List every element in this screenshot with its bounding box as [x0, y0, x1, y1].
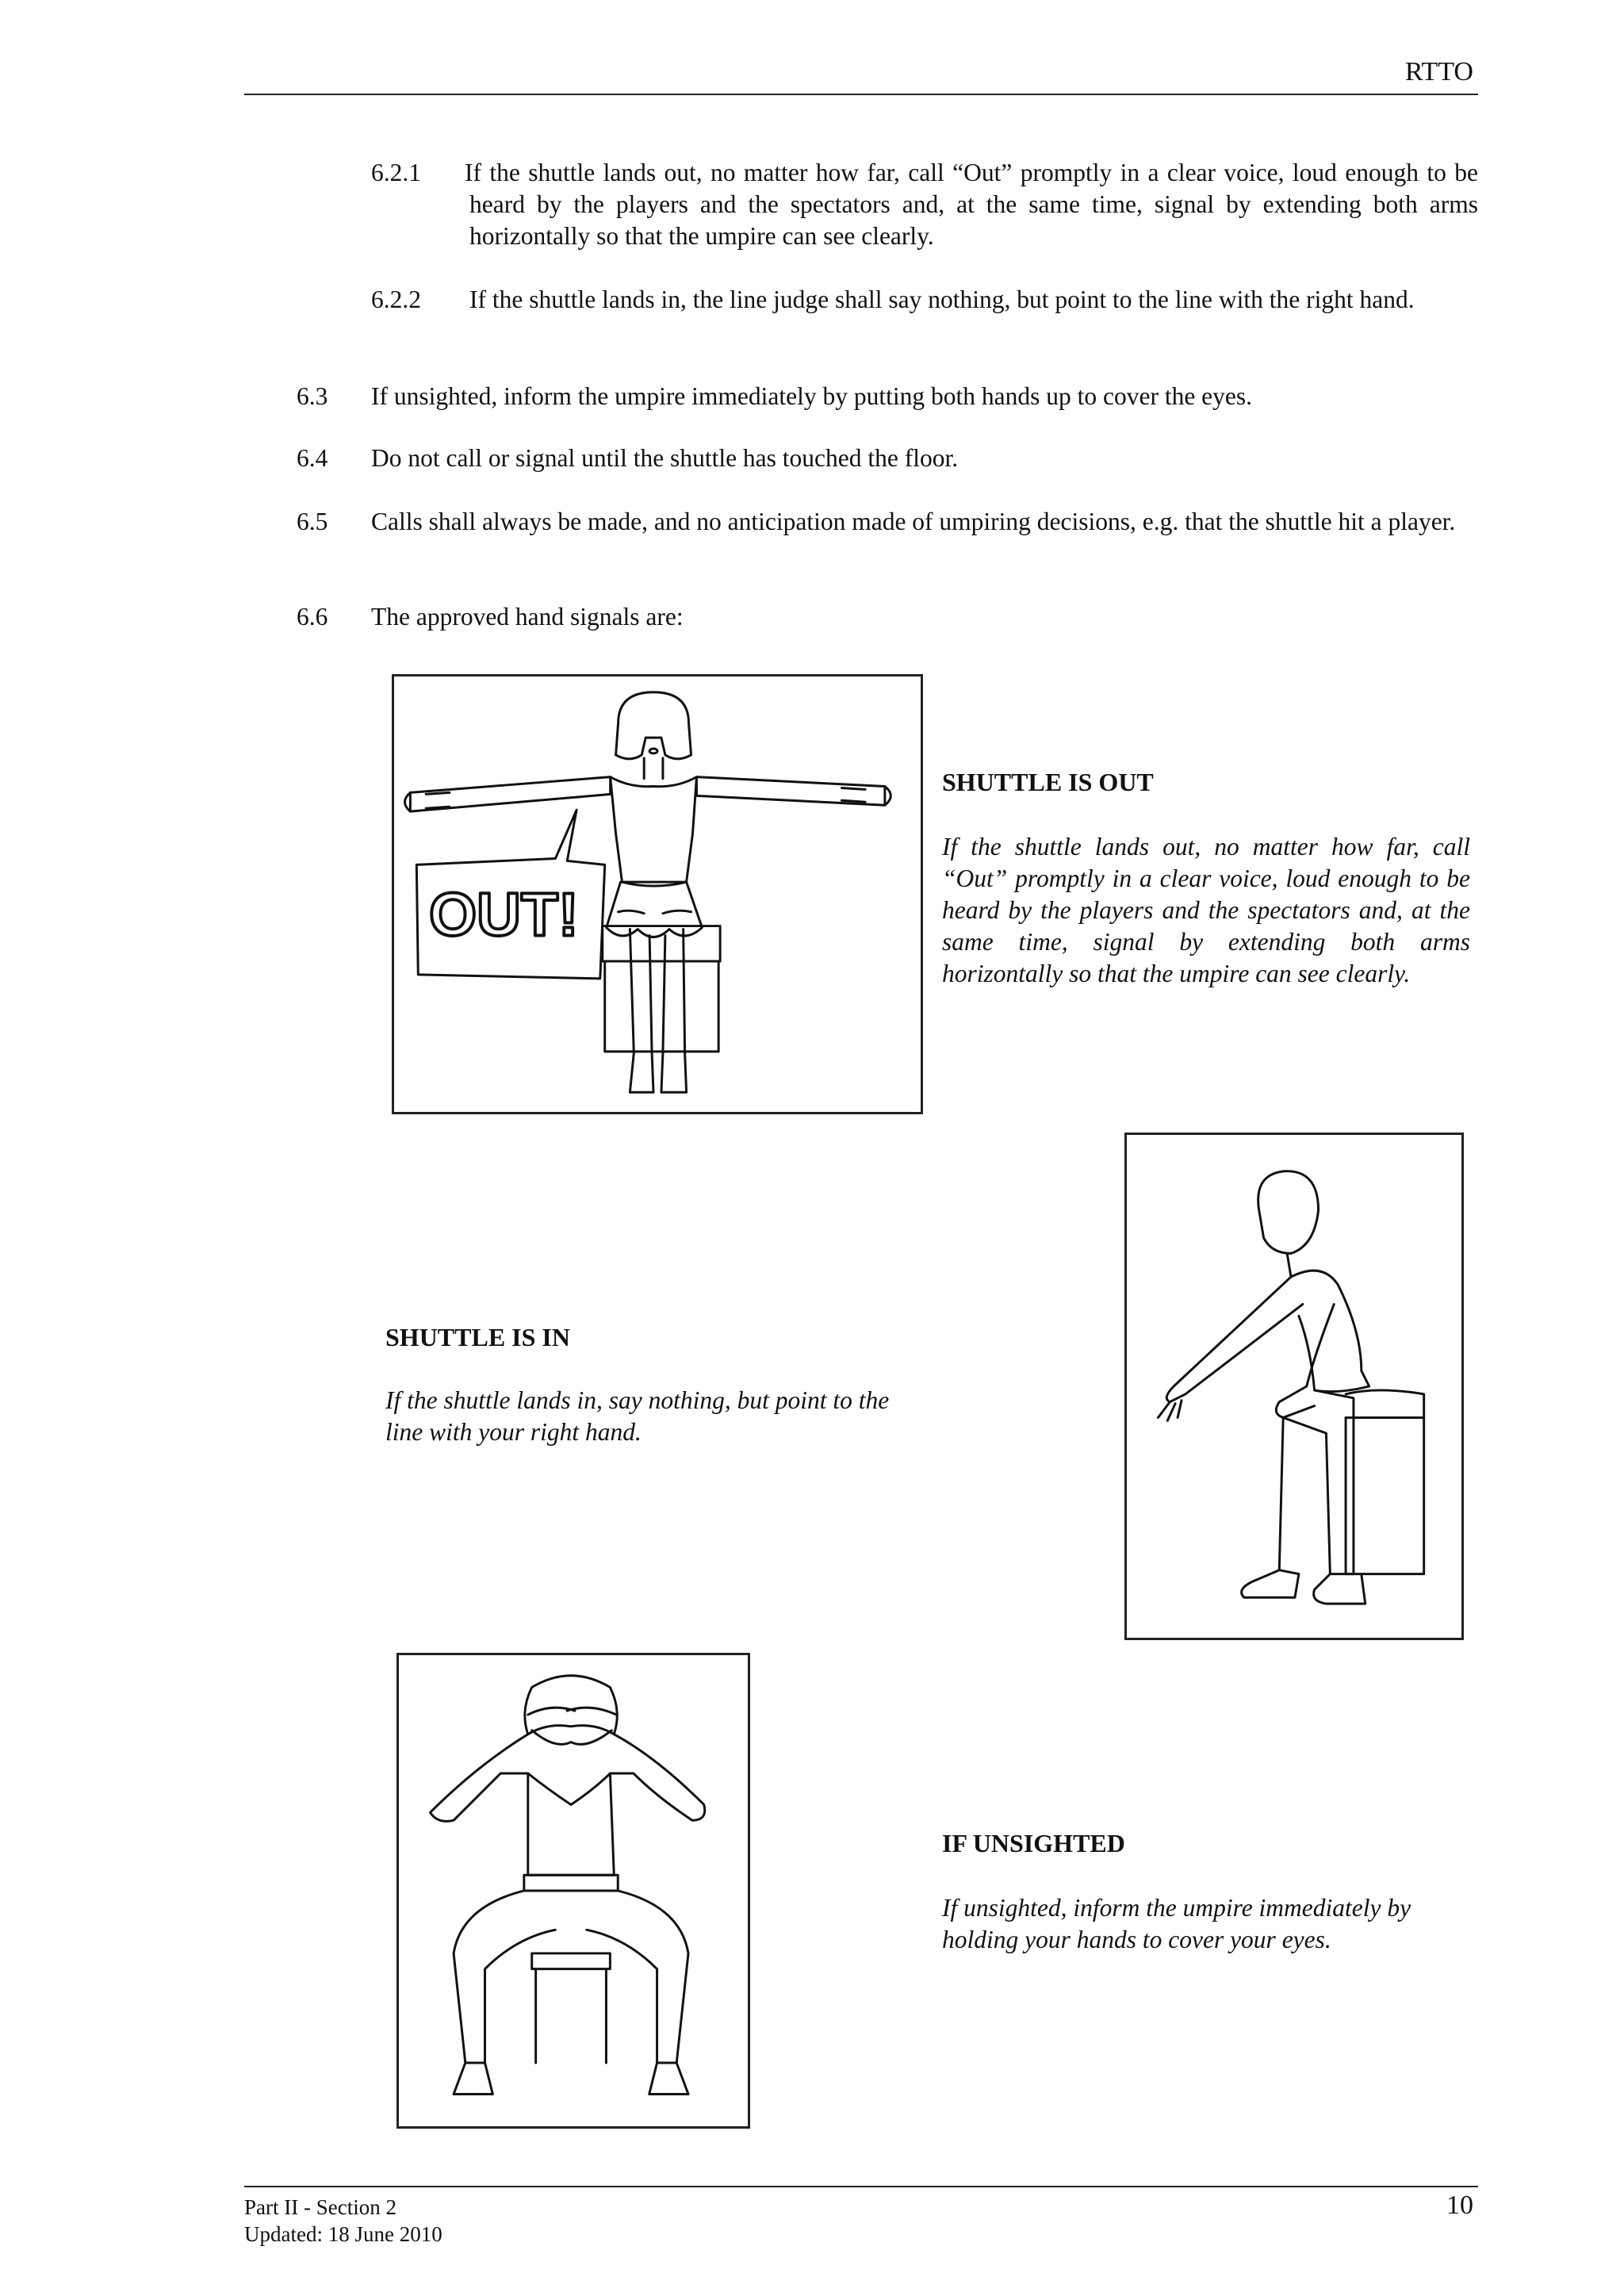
figure-shuttle-in — [1124, 1133, 1464, 1640]
signal-out-title: SHUTTLE IS OUT — [942, 768, 1154, 796]
signal-out-description: If the shuttle lands out, no matter how far, call “Out” promptly in a clear voice, loud enough to be heard by the players and the spectators and, at the same time, signal by extending both arms horizontally so that the umpire can see clearly. — [942, 833, 1470, 987]
section-text-6-2-2: If the shuttle lands in, the line judge shall say nothing, but point to the line with the right hand. — [469, 286, 1415, 313]
signal-in-title: SHUTTLE IS IN — [385, 1323, 570, 1351]
section-number-6-4: 6.4 — [297, 444, 328, 472]
section-text-6-6: The approved hand signals are: — [371, 603, 684, 631]
signal-unsighted-title: IF UNSIGHTED — [942, 1829, 1125, 1857]
footer-rule — [244, 2186, 1478, 2187]
out-bubble-text: OUT! — [429, 880, 579, 949]
figure-shuttle-out — [392, 674, 923, 1114]
signal-in-description: If the shuttle lands in, say nothing, but point to the line with your right hand. — [385, 1386, 890, 1446]
section-text-6-3: If unsighted, inform the umpire immediately by putting both hands up to cover the eyes. — [371, 382, 1253, 410]
header-rule — [244, 94, 1478, 95]
header-org: RTTO — [1404, 57, 1473, 86]
section-text-6-5: Calls shall always be made, and no anticipation made of umpiring decisions, e.g. that the shuttle hit a player. — [371, 508, 1456, 535]
section-number-6-2-1: 6.2.1 — [371, 159, 421, 186]
section-number-6-6: 6.6 — [297, 603, 328, 631]
footer-part: Part II - Section 2 — [244, 2195, 396, 2219]
section-number-6-2-2: 6.2.2 — [371, 286, 421, 313]
section-number-6-3: 6.3 — [297, 382, 328, 410]
section-text-6-4: Do not call or signal until the shuttle has touched the floor. — [371, 444, 959, 472]
section-text-6-2-1: If the shuttle lands out, no matter how far, call “Out” promptly in a clear voice, loud enough to be heard by the players and the spectators and, at the same time, signal by extending both arms horizontally so that the umpire can see clearly. — [465, 159, 1478, 250]
section-number-6-5: 6.5 — [297, 508, 328, 535]
figure-unsighted — [396, 1653, 750, 2129]
footer-updated: Updated: 18 June 2010 — [244, 2222, 442, 2246]
shuttle-in-illustration — [1127, 1135, 1461, 1638]
unsighted-illustration — [399, 1655, 748, 2126]
signal-unsighted-description: If unsighted, inform the umpire immediately by holding your hands to cover your eyes. — [942, 1894, 1411, 1953]
shuttle-out-illustration — [394, 677, 921, 1112]
page-number: 10 — [1446, 2191, 1473, 2220]
